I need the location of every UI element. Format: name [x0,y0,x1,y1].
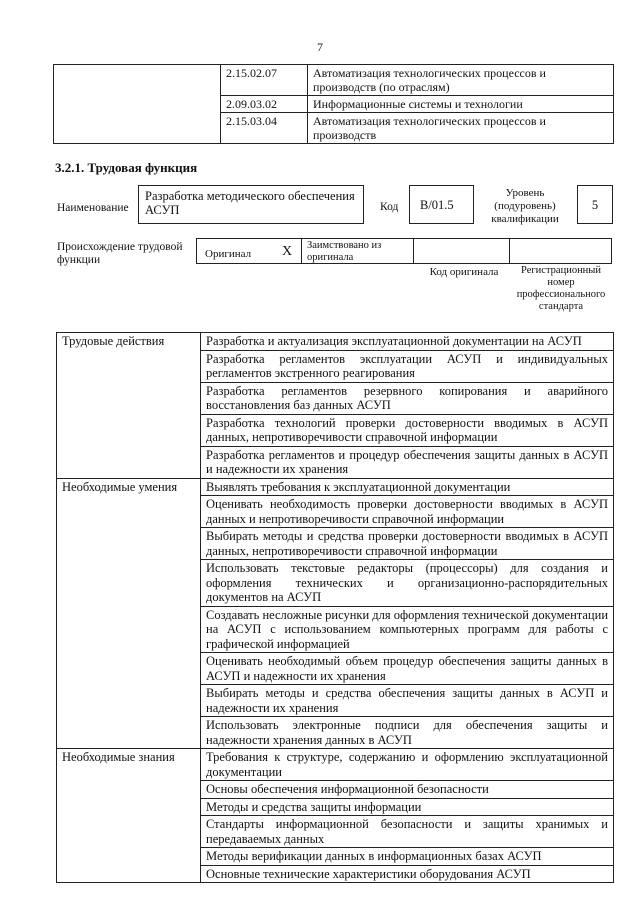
category-cell [57,382,201,414]
table-row [57,333,614,351]
item-cell: Основы обеспечения информационной безопасности [201,781,614,799]
table-row [54,65,614,96]
original-mark: X [282,244,293,259]
category-cell [57,446,201,478]
divider [509,238,510,264]
item-cell: Оценивать необходимость проверки достоверности вводимых в АСУП данных и непротиворечивости справочной информации [201,496,614,528]
divider [413,238,414,264]
code-cell: 2.09.03.02 [221,96,308,113]
function-details-table [56,332,614,883]
name-label: Наименование [57,202,129,214]
category-cell [57,560,201,607]
code-cell: 2.15.02.07 [221,65,308,96]
name-value-box: Разработка методического обеспечения АСУП [138,185,364,224]
section-title: 3.2.1. Трудовая функция [55,160,198,175]
table-row [57,478,614,496]
category-cell [57,653,201,685]
item-cell: Оценивать необходимый объем процедур обеспечения защиты данных в АСУП и надежности их хранения [201,653,614,685]
category-cell [57,781,201,799]
table-row [57,816,614,848]
item-cell: Выявлять требования к эксплуатационной документации [201,478,614,496]
category-cell [57,414,201,446]
level-value-box: 5 [577,185,613,224]
table-row [57,781,614,799]
category-cell [57,717,201,749]
borrowed-label: Заимствовано из оригинала [307,240,382,263]
table-row [57,414,614,446]
table-row [57,606,614,653]
category-cell [57,816,201,848]
name-cell: Автоматизация технологических процессов и производств (по отраслям) [308,65,614,96]
category-cell [57,606,201,653]
category-cell [57,848,201,866]
item-cell: Разработка технологий проверки достоверности вводимых в АСУП данных, непротиворечивости справочной информации [201,414,614,446]
table-row [57,528,614,560]
origin-label: Происхождение трудовой функции [57,241,183,266]
code-label: Код [380,201,399,213]
category-cell: Необходимые умения [57,478,201,496]
item-cell: Разработка регламентов резервного копирования и аварийного восстановления баз данных АСУП [201,382,614,414]
table-row [57,560,614,607]
level-label: Уровень (подуровень) квалификации [491,187,559,225]
table-row [57,496,614,528]
category-cell [57,496,201,528]
codes-table [53,64,614,144]
table-row [57,685,614,717]
table-row [57,350,614,382]
table-row [57,848,614,866]
item-cell: Основные технические характеристики оборудования АСУП [201,865,614,883]
item-cell: Выбирать методы и средства проверки достоверности вводимых в АСУП данных, непротиворечивости справочной информации [201,528,614,560]
code-original-label: Код оригинала [429,266,499,278]
category-cell [57,350,201,382]
blank-cell [54,65,221,144]
category-cell: Трудовые действия [57,333,201,351]
item-cell: Методы верификации данных в информационных базах АСУП [201,848,614,866]
category-cell [57,865,201,883]
code-value-box: B/01.5 [409,185,474,224]
reg-number-label: Регистрационный номер профессионального стандарта [516,265,606,312]
table-row [57,382,614,414]
name-cell: Информационные системы и технологии [308,96,614,113]
category-cell [57,798,201,816]
divider [301,238,302,264]
table-row [57,749,614,781]
page-number: 7 [317,40,323,54]
original-label: Оригинал [205,248,252,260]
item-cell: Разработка регламентов эксплуатации АСУП и индивидуальных регламентов экстренного реагирования [201,350,614,382]
table-row [57,798,614,816]
item-cell: Использовать текстовые редакторы (процессоры) для создания и оформления технических и организационно-распорядительных документов на АСУП [201,560,614,607]
item-cell: Создавать несложные рисунки для оформления технической документации на АСУП с использованием компьютерных программ для работы с графической информацией [201,606,614,653]
item-cell: Использовать электронные подписи для обеспечения защиты и надежности хранения данных в АСУП [201,717,614,749]
name-cell: Автоматизация технологических процессов и производств [308,113,614,144]
category-cell: Необходимые знания [57,749,201,781]
item-cell: Требования к структуре, содержанию и оформлению эксплуатационной документации [201,749,614,781]
category-cell [57,528,201,560]
item-cell: Стандарты информационной безопасности и защиты хранимых и передаваемых данных [201,816,614,848]
item-cell: Разработка регламентов и процедур обеспечения защиты данных в АСУП и надежности их хранения [201,446,614,478]
table-row [57,717,614,749]
item-cell: Методы и средства защиты информации [201,798,614,816]
table-row [57,865,614,883]
code-cell: 2.15.03.04 [221,113,308,144]
table-row [57,653,614,685]
category-cell [57,685,201,717]
item-cell: Выбирать методы и средства обеспечения защиты данных в АСУП и надежности их хранения [201,685,614,717]
item-cell: Разработка и актуализация эксплуатационной документации на АСУП [201,333,614,351]
table-row [57,446,614,478]
